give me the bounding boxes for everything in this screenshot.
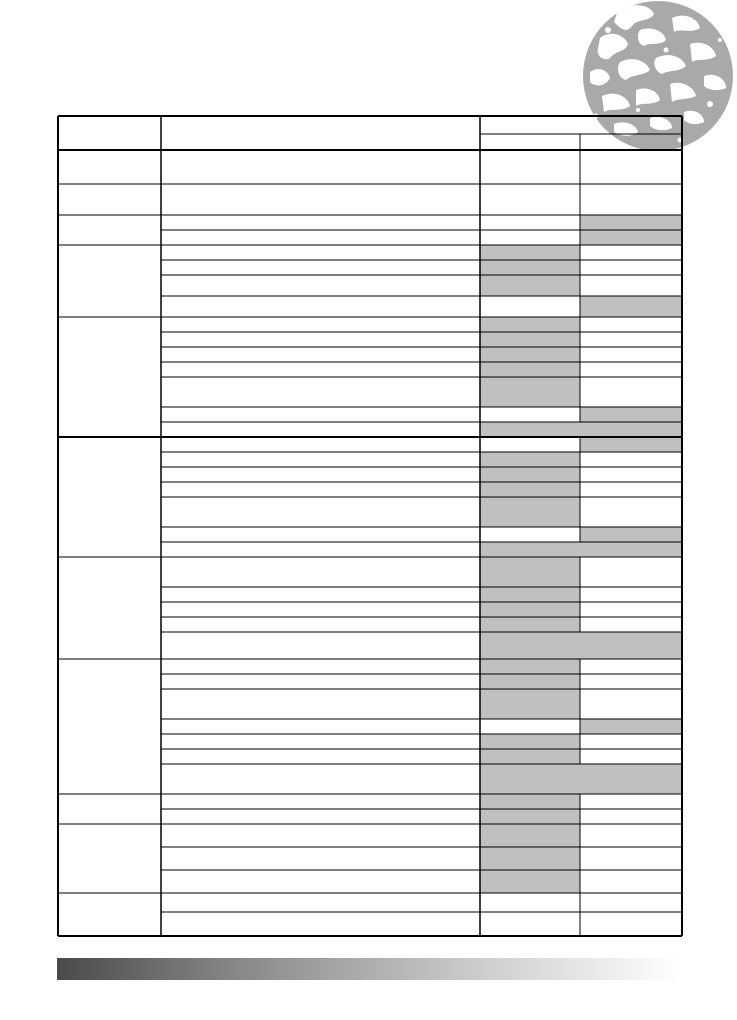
shaded-cell [480, 659, 580, 674]
shaded-cell [480, 689, 580, 719]
shaded-cell [480, 824, 580, 847]
shaded-cell [480, 809, 580, 824]
shaded-cell [480, 587, 580, 602]
shaded-cell [480, 467, 580, 482]
shaded-cell [480, 734, 580, 749]
shaded-cell [580, 719, 682, 734]
shaded-cell [580, 230, 682, 245]
shaded-cell [480, 362, 580, 377]
shaded-cell [480, 847, 580, 870]
shaded-cell [480, 347, 580, 362]
shaded-cell [480, 617, 580, 632]
shaded-cell [480, 260, 580, 275]
shaded-cell [480, 245, 580, 260]
shaded-cell [580, 296, 682, 317]
shaded-cell [480, 497, 580, 527]
shaded-cell [580, 437, 682, 452]
shaded-cell [480, 870, 580, 893]
shaded-cell [480, 674, 580, 689]
shaded-cell [480, 794, 580, 809]
shaded-cell [480, 482, 580, 497]
shaded-cell [480, 332, 580, 347]
shaded-cell [580, 527, 682, 542]
shaded-cell [480, 557, 580, 587]
footer-gradient-bar [57, 958, 680, 980]
shaded-cell [480, 542, 682, 557]
shaded-cell [480, 764, 682, 794]
shaded-cell [580, 407, 682, 422]
shaded-cell [480, 422, 682, 437]
shaded-cell [480, 377, 580, 407]
shaded-cell [480, 452, 580, 467]
shaded-cell [480, 602, 580, 617]
shaded-cell [480, 632, 682, 659]
shaded-cell [480, 317, 580, 332]
shaded-cell [580, 215, 682, 230]
shaded-cell [480, 275, 580, 296]
shaded-cell [480, 749, 580, 764]
